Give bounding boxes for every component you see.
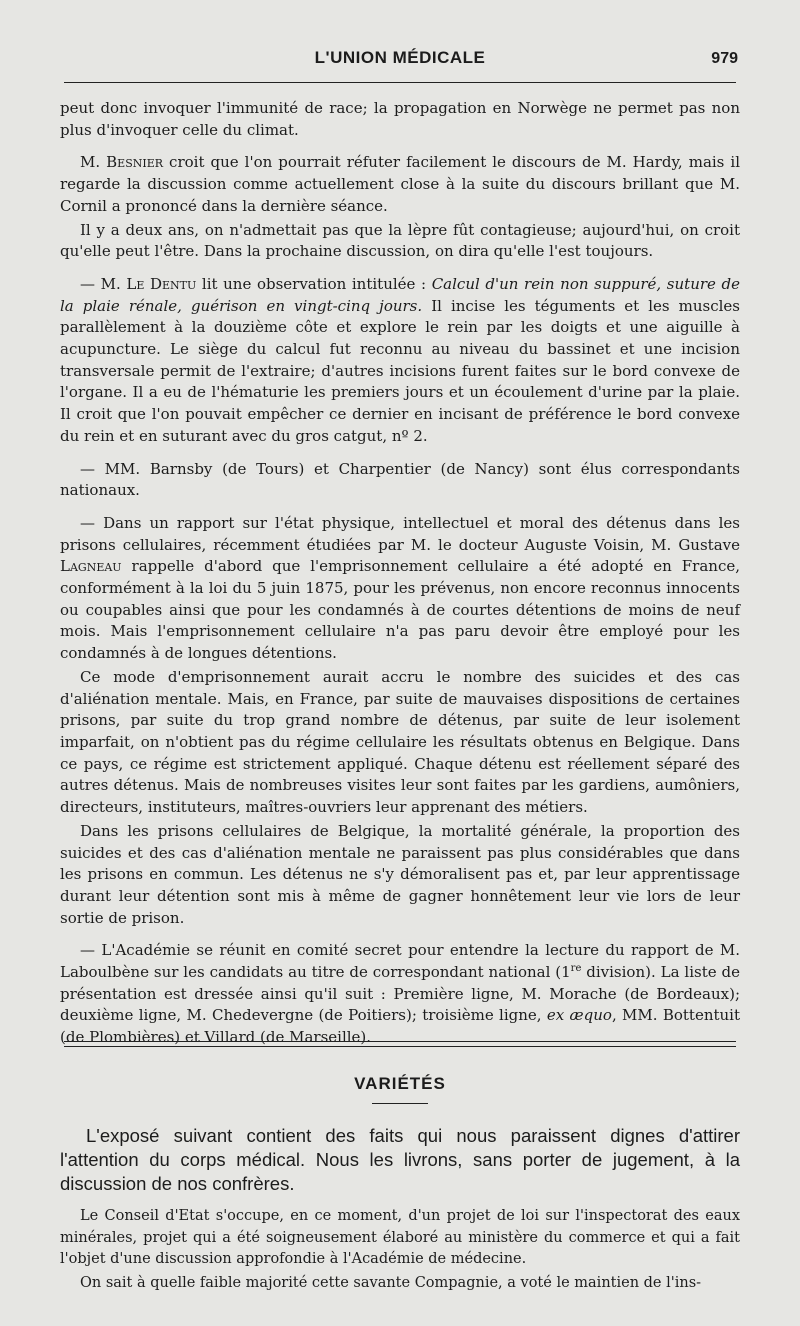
running-header (62, 48, 738, 74)
paragraph-comite-secret (60, 940, 740, 1049)
observation-title: Calcul d'un rein non suppuré, suture de la plaie rénale, guérison en vingt-cinq jours. (60, 274, 740, 315)
paragraph-conseil-etat: Le Conseil d'Etat s'occupe, en ce moment, d'un projet de loi sur l'inspectorat des eaux minérales, projet qui a été soigneusement élaboré au ministère du commerce et qui a fait l'objet d'une discussion approfondie à l'Académie de médecine. (60, 1208, 740, 1267)
section-title-underline (372, 1103, 428, 1104)
paragraph-besnier (60, 152, 740, 217)
text-fragment: — M. (80, 274, 127, 293)
header-rule (64, 82, 736, 83)
paragraph-correspondants: — MM. Barnsby (de Tours) et Charpentier (de Nancy) sont élus correspondants nationaux. (60, 459, 740, 500)
section-divider-bottom (64, 1046, 736, 1047)
text-fragment: division). La liste de présentation est dressée ainsi qu'il suit : Première ligne, M. Morache (de Bordeaux); deuxième ligne, M. Chedevergne (de Poitiers); troisième ligne, (60, 963, 740, 1025)
superscript: re (570, 963, 582, 975)
section-title: VARIÉTÉS (354, 1074, 446, 1093)
section-divider-top (64, 1041, 736, 1042)
text-fragment: lit une observation intitulée : (196, 274, 432, 293)
paragraph-le-dentu (60, 274, 740, 448)
paragraph-belgique: Dans les prisons cellulaires de Belgique, la mortalité générale, la proportion des suicides et des cas d'aliénation mentale ne paraissent pas plus considérables que dans les prisons en commun. Les détenus ne s'y démoralisent pas et, par leur apprentissage durant leur détention sont mis à même de gagner honnêtement leur vie lors de leur sortie de prison. (60, 821, 740, 927)
text-fragment: — Dans un rapport sur l'état physique, intellectuel et moral des détenus dans les prisons cellulaires, récemment étudiées par M. le docteur Auguste Voisin, M. Gustave (60, 513, 740, 554)
author-name-lagneau: Lagneau (60, 557, 122, 576)
author-name-le-dentu: Le Dentu (126, 274, 197, 293)
intro-paragraph: L'exposé suivant contient des faits qui nous paraissent dignes d'attirer l'attention du corps médical. Nous les livrons, sans porter de jugement, à la discussion de nos confrères. (60, 1125, 740, 1194)
page-number: 979 (711, 50, 738, 67)
paragraph-immunity: peut donc invoquer l'immunité de race; la propagation en Norwège ne permet pas non plus d'invoquer celle du climat. (60, 99, 740, 139)
paragraph-lepre: Il y a deux ans, on n'admettait pas que la lèpre fût contagieuse; aujourd'hui, on croit qu'elle peut l'être. Dans la prochaine discussion, on dira qu'elle l'est toujours. (60, 220, 740, 261)
paragraph-emprisonnement: Ce mode d'emprisonnement aurait accru le nombre des suicides et des cas d'aliénation mentale. Mais, en France, par suite de mauvaises dispositions de certaines prisons, par suite du trop grand nombre de détenus, par suite de leur isolement imparfait, on n'obtient pas du régime cellulaire les résultats obtenus en Belgique. Dans ce pays, ce régime est strictement appliqué. Chaque détenu est réellement séparé des autres détenus. Mais de nombreuses visites leur sont faites par les gardiens, aumôniers, directeurs, instituteurs, maîtres-ouvriers leur apprenant des métiers. (60, 667, 740, 817)
author-name-besnier: Besnier (106, 153, 164, 172)
section-intro (60, 1124, 740, 1196)
journal-title: L'UNION MÉDICALE (314, 48, 486, 67)
text-fragment: , MM. Bottentuit (de Plombières) et Villard (de Marseille). (60, 1006, 740, 1047)
paragraph-majorite: On sait à quelle faible majorité cette savante Compagnie, a voté le maintien de l'ins- (80, 1274, 702, 1291)
text-fragment: Il incise les téguments et les muscles parallèlement à la douzième côte et explore le rein par les doigts et une aiguille à acupuncture. Le siège du calcul fut reconnu au niveau du bassinet et une incision transversale permit de l'extraire; d'autres incisions furent faites sur le bord convexe de l'organe. Il a eu de l'hématurie les premiers jours et un écoulement d'urine par la plaie. Il croit que l'on pouvait empêcher ce dernier en incisant de préférence le bord convexe du rein et en suturant avec du gros catgut, nº 2. (60, 296, 740, 445)
text-fragment: M. (80, 153, 107, 172)
latin-phrase: ex æquo (546, 1006, 612, 1025)
text-fragment: rappelle d'abord que l'emprisonnement cellulaire a été adopté en France, conformément à la loi du 5 juin 1875, pour les prévenus, non encore reconnus innocents ou coupables ainsi que pour les condamnés à de courtes détentions de moins de neuf mois. Mais l'emprisonnement cellulaire n'a pas paru devoir être employé pour les condamnés à de longues détentions. (60, 557, 740, 663)
varietes-text (60, 1206, 740, 1296)
text-fragment: — L'Académie se réunit en comité secret pour entendre la lecture du rapport de M. Laboulbène sur les candidats au titre de correspondant national (1 (60, 941, 740, 982)
main-text (60, 98, 740, 1060)
text-fragment: croit que l'on pourrait réfuter facilement le discours de M. Hardy, mais il regarde la discussion comme actuellement close à la suite du discours brillant que M. Cornil a prononcé dans la dernière séance. (60, 153, 740, 215)
paragraph-lagneau (60, 513, 740, 665)
